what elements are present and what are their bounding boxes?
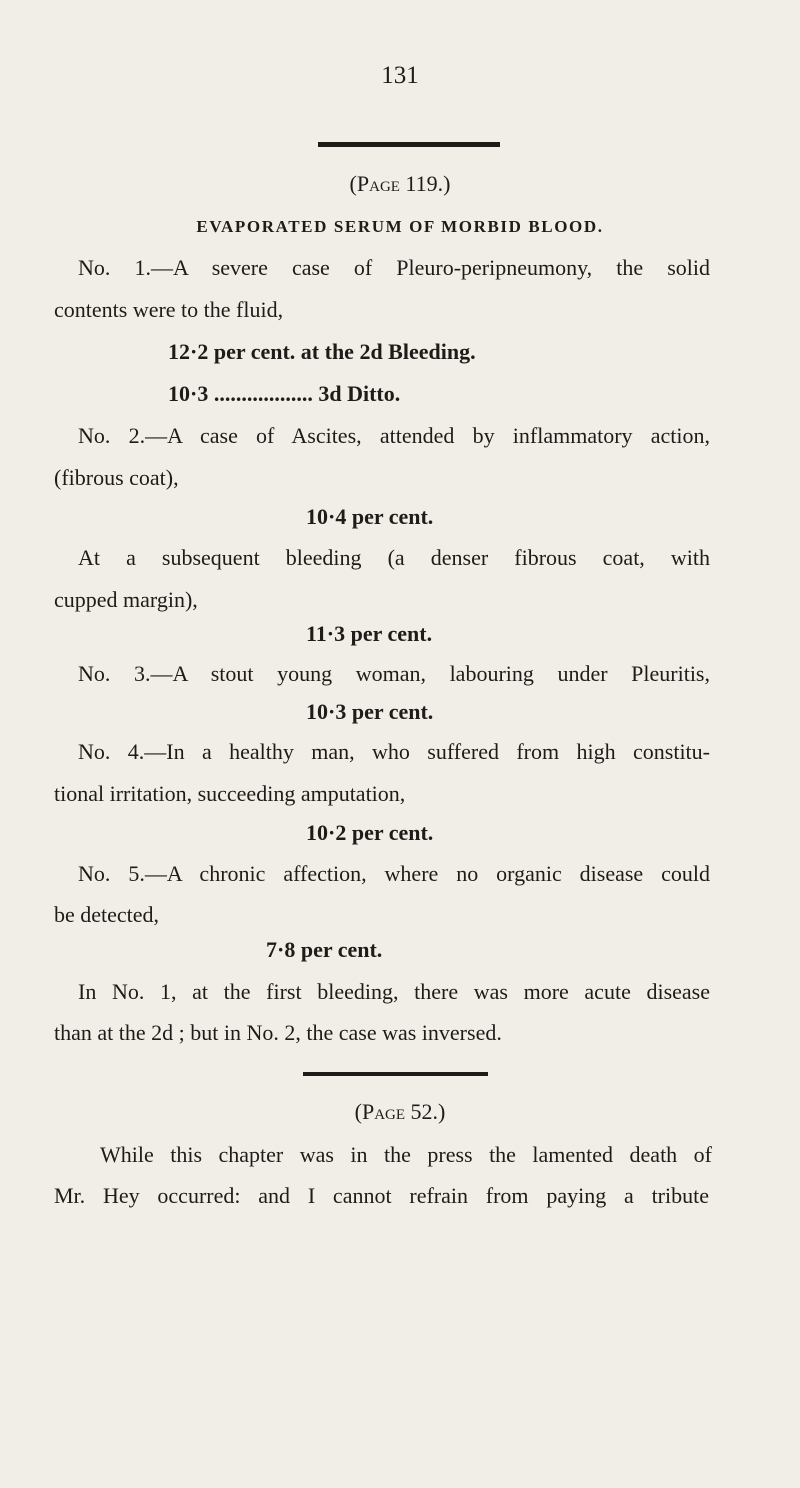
section-rule (318, 142, 500, 147)
value-line: 10·2 per cent. (306, 820, 434, 845)
text-line: contents were to the fluid, (54, 297, 284, 322)
text-line: No. 4.—In a healthy man, who suffered from high constitu- (78, 739, 710, 764)
text-line: Mr. Hey occurred: and I cannot refrain from paying a tribute (54, 1183, 709, 1208)
text-line: In No. 1, at the first bleeding, there was more acute disease (78, 979, 710, 1004)
text-line: No. 5.—A chronic affection, where no organic disease could (78, 861, 710, 886)
text-line: be detected, (54, 902, 160, 927)
section-heading: EVAPORATED SERUM OF MORBID BLOOD. (196, 217, 604, 236)
text-line: (fibrous coat), (54, 465, 179, 490)
text-line: No. 1.—A severe case of Pleuro-peripneumony, the solid (78, 255, 710, 280)
section-caption: (Page 52.) (354, 1099, 446, 1124)
value-line: 10·4 per cent. (306, 504, 434, 529)
text-line: than at the 2d ; but in No. 2, the case was inversed. (54, 1020, 502, 1045)
text-line: While this chapter was in the press the lamented death of (100, 1142, 712, 1167)
value-line: 10·3 per cent. (306, 699, 434, 724)
value-line: 11·3 per cent. (306, 621, 433, 646)
text-line: No. 2.—A case of Ascites, attended by inflammatory action, (78, 423, 710, 448)
section-rule (303, 1072, 488, 1076)
text-line: cupped margin), (54, 587, 198, 612)
value-line: 10·3 .................. 3d Ditto. (168, 381, 401, 406)
value-line: 12·2 per cent. at the 2d Bleeding. (168, 339, 476, 364)
value-line: 7·8 per cent. (266, 937, 383, 962)
text-line: tional irritation, succeeding amputation, (54, 781, 406, 806)
text-line: At a subsequent bleeding (a denser fibrous coat, with (78, 545, 710, 570)
text-line: No. 3.—A stout young woman, labouring under Pleuritis, (78, 661, 710, 686)
section-caption: (Page 119.) (349, 171, 451, 196)
page-number: 131 (381, 62, 419, 89)
